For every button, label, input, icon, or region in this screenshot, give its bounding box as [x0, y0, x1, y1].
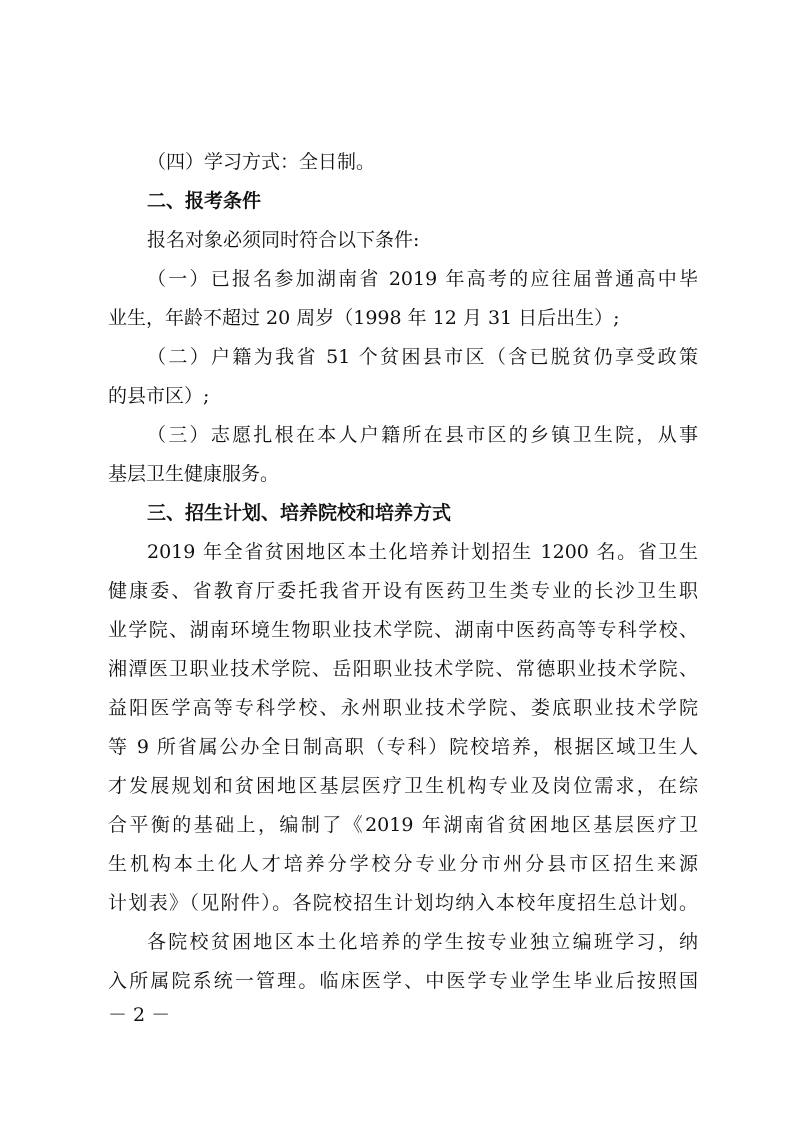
plan-paragraph-line-2: 健康委、省教育厅委托我省开设有医药卫生类专业的长沙卫生职 — [108, 580, 698, 602]
plan-paragraph-line-4: 湘潭医卫职业技术学院、岳阳职业技术学院、常德职业技术学院、 — [108, 658, 698, 680]
plan-paragraph-line-9: 生机构本土化人才培养分学校分专业分市州分县市区招生来源 — [108, 853, 698, 875]
heading-admission-requirements: 二、报考条件 — [147, 190, 262, 212]
condition-1-line-1: （一）已报名参加湖南省 2019 年高考的应往届普通高中毕 — [147, 268, 698, 290]
heading-enrollment-plan: 三、招生计划、培养院校和培养方式 — [147, 502, 452, 524]
paragraph-conditions-intro: 报名对象必须同时符合以下条件: — [147, 229, 420, 251]
paragraph-study-mode: （四）学习方式：全日制。 — [147, 151, 376, 173]
management-paragraph-line-2: 入所属院系统一管理。临床医学、中医学专业学生毕业后按照国 — [108, 970, 698, 992]
plan-paragraph-line-3: 业学院、湖南环境生物职业技术学院、湖南中医药高等专科学校、 — [108, 619, 698, 641]
plan-paragraph-line-8: 合平衡的基础上，编制了《2019 年湖南省贫困地区基层医疗卫 — [108, 814, 698, 836]
condition-2-line-1: （二）户籍为我省 51 个贫困县市区（含已脱贫仍享受政策 — [147, 346, 698, 368]
management-paragraph-line-1: 各院校贫困地区本土化培养的学生按专业独立编班学习，纳 — [147, 931, 698, 953]
plan-paragraph-line-10: 计划表》（见附件）。各院校招生计划均纳入本校年度招生总计划。 — [108, 892, 698, 914]
plan-paragraph-line-6: 等 9 所省属公办全日制高职（专科）院校培养，根据区域卫生人 — [108, 736, 698, 758]
condition-3-line-1: （三）志愿扎根在本人户籍所在县市区的乡镇卫生院，从事 — [147, 424, 698, 446]
plan-paragraph-line-7: 才发展规划和贫困地区基层医疗卫生机构专业及岗位需求，在综 — [108, 775, 698, 797]
plan-paragraph-line-5: 益阳医学高等专科学校、永州职业技术学院、娄底职业技术学院 — [108, 697, 698, 719]
condition-3-line-2: 基层卫生健康服务。 — [108, 463, 280, 485]
condition-1-line-2: 业生，年龄不超过 20 周岁（1998 年 12 月 31 日后出生）; — [108, 307, 620, 329]
plan-paragraph-line-1: 2019 年全省贫困地区本土化培养计划招生 1200 名。省卫生 — [147, 541, 698, 563]
page-number: － 2 － — [108, 1004, 171, 1026]
condition-2-line-2: 的县市区）; — [108, 385, 210, 407]
